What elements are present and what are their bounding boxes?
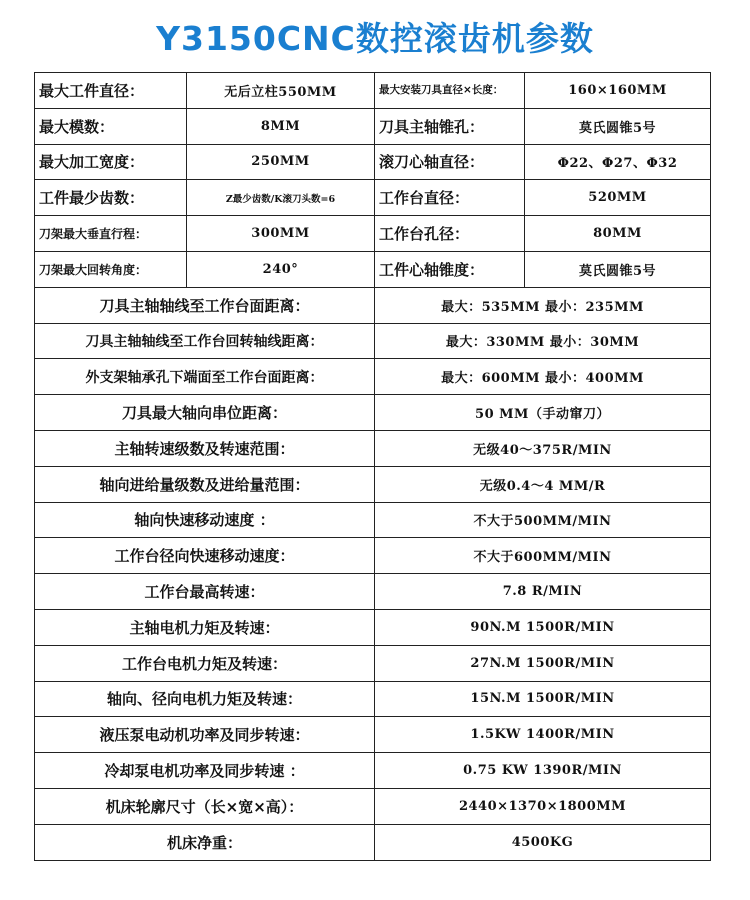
table-row bbox=[35, 574, 711, 610]
spec-label: 主轴电机力矩及转速： bbox=[35, 609, 375, 645]
spec-label: 工作台电机力矩及转速： bbox=[35, 645, 375, 681]
spec-label: 工作台孔径： bbox=[375, 216, 525, 252]
spec-value: 4500KG bbox=[375, 824, 711, 860]
spec-label: 最大模数： bbox=[35, 108, 187, 144]
spec-value: 250MM bbox=[187, 144, 375, 180]
table-row bbox=[35, 323, 711, 359]
spec-value: 27N.M 1500R/MIN bbox=[375, 645, 711, 681]
table-row bbox=[35, 180, 711, 216]
spec-value: 300MM bbox=[187, 216, 375, 252]
spec-value: 15N.M 1500R/MIN bbox=[375, 681, 711, 717]
table-row bbox=[35, 430, 711, 466]
spec-label: 最大加工宽度： bbox=[35, 144, 187, 180]
spec-value: 无级0.4～4 MM/R bbox=[375, 466, 711, 502]
spec-value: 0.75 KW 1390R/MIN bbox=[375, 753, 711, 789]
spec-value: 80MM bbox=[525, 216, 711, 252]
spec-value: 无后立柱550MM bbox=[187, 73, 375, 109]
spec-value: 1.5KW 1400R/MIN bbox=[375, 717, 711, 753]
spec-label: 工作台直径： bbox=[375, 180, 525, 216]
spec-label: 刀具主轴轴线至工作台面距离： bbox=[35, 287, 375, 323]
spec-label: 轴向进给量级数及进给量范围： bbox=[35, 466, 375, 502]
spec-value: Z最少齿数/K滚刀头数=6 bbox=[187, 180, 375, 216]
table-row bbox=[35, 681, 711, 717]
spec-value: 最大：535MM 最小：235MM bbox=[375, 287, 711, 323]
table-row bbox=[35, 359, 711, 395]
spec-value: 8MM bbox=[187, 108, 375, 144]
table-row bbox=[35, 395, 711, 431]
spec-label: 液压泵电动机功率及同步转速： bbox=[35, 717, 375, 753]
spec-value: 2440×1370×1800MM bbox=[375, 788, 711, 824]
spec-label: 刀具最大轴向串位距离： bbox=[35, 395, 375, 431]
spec-label: 冷却泵电机功率及同步转速 ： bbox=[35, 753, 375, 789]
table-row bbox=[35, 645, 711, 681]
spec-value: 不大于600MM/MIN bbox=[375, 538, 711, 574]
table-row bbox=[35, 824, 711, 860]
spec-label: 刀架最大垂直行程： bbox=[35, 216, 187, 252]
table-row bbox=[35, 466, 711, 502]
spec-label: 机床轮廓尺寸（长×宽×高）： bbox=[35, 788, 375, 824]
spec-label: 刀具主轴轴线至工作台回转轴线距离： bbox=[35, 323, 375, 359]
table-row bbox=[35, 502, 711, 538]
table-row bbox=[35, 108, 711, 144]
spec-value: 最大：600MM 最小：400MM bbox=[375, 359, 711, 395]
spec-label: 工件最少齿数： bbox=[35, 180, 187, 216]
spec-label: 最大安装刀具直径×长度： bbox=[375, 73, 525, 109]
spec-label: 刀具主轴锥孔： bbox=[375, 108, 525, 144]
spec-label: 刀架最大回转角度： bbox=[35, 251, 187, 287]
spec-value: 不大于500MM/MIN bbox=[375, 502, 711, 538]
spec-value: 莫氏圆锥5号 bbox=[525, 251, 711, 287]
table-row bbox=[35, 753, 711, 789]
spec-label: 工作台最高转速： bbox=[35, 574, 375, 610]
spec-label: 轴向快速移动速度 ： bbox=[35, 502, 375, 538]
spec-value: 160×160MM bbox=[525, 73, 711, 109]
spec-value: Φ22、Φ27、Φ32 bbox=[525, 144, 711, 180]
table-row bbox=[35, 216, 711, 252]
spec-table bbox=[34, 72, 711, 861]
spec-value: 240° bbox=[187, 251, 375, 287]
spec-label: 外支架轴承孔下端面至工作台面距离： bbox=[35, 359, 375, 395]
table-row bbox=[35, 287, 711, 323]
table-row bbox=[35, 717, 711, 753]
spec-label: 工作台径向快速移动速度： bbox=[35, 538, 375, 574]
spec-label: 轴向、径向电机力矩及转速： bbox=[35, 681, 375, 717]
spec-value: 520MM bbox=[525, 180, 711, 216]
spec-label: 工件心轴锥度： bbox=[375, 251, 525, 287]
table-row bbox=[35, 251, 711, 287]
table-row bbox=[35, 788, 711, 824]
table-row bbox=[35, 73, 711, 109]
spec-label: 滚刀心轴直径： bbox=[375, 144, 525, 180]
table-row bbox=[35, 144, 711, 180]
spec-value: 莫氏圆锥5号 bbox=[525, 108, 711, 144]
spec-value: 无级40～375R/MIN bbox=[375, 430, 711, 466]
table-row bbox=[35, 609, 711, 645]
table-row bbox=[35, 538, 711, 574]
spec-label: 最大工件直径： bbox=[35, 73, 187, 109]
spec-value: 最大：330MM 最小：30MM bbox=[375, 323, 711, 359]
spec-value: 90N.M 1500R/MIN bbox=[375, 609, 711, 645]
spec-label: 机床净重： bbox=[35, 824, 375, 860]
spec-label: 主轴转速级数及转速范围： bbox=[35, 430, 375, 466]
spec-value: 7.8 R/MIN bbox=[375, 574, 711, 610]
spec-value: 50 MM（手动窜刀） bbox=[375, 395, 711, 431]
page-title: Y3150CNC数控滚齿机参数 bbox=[156, 19, 594, 58]
